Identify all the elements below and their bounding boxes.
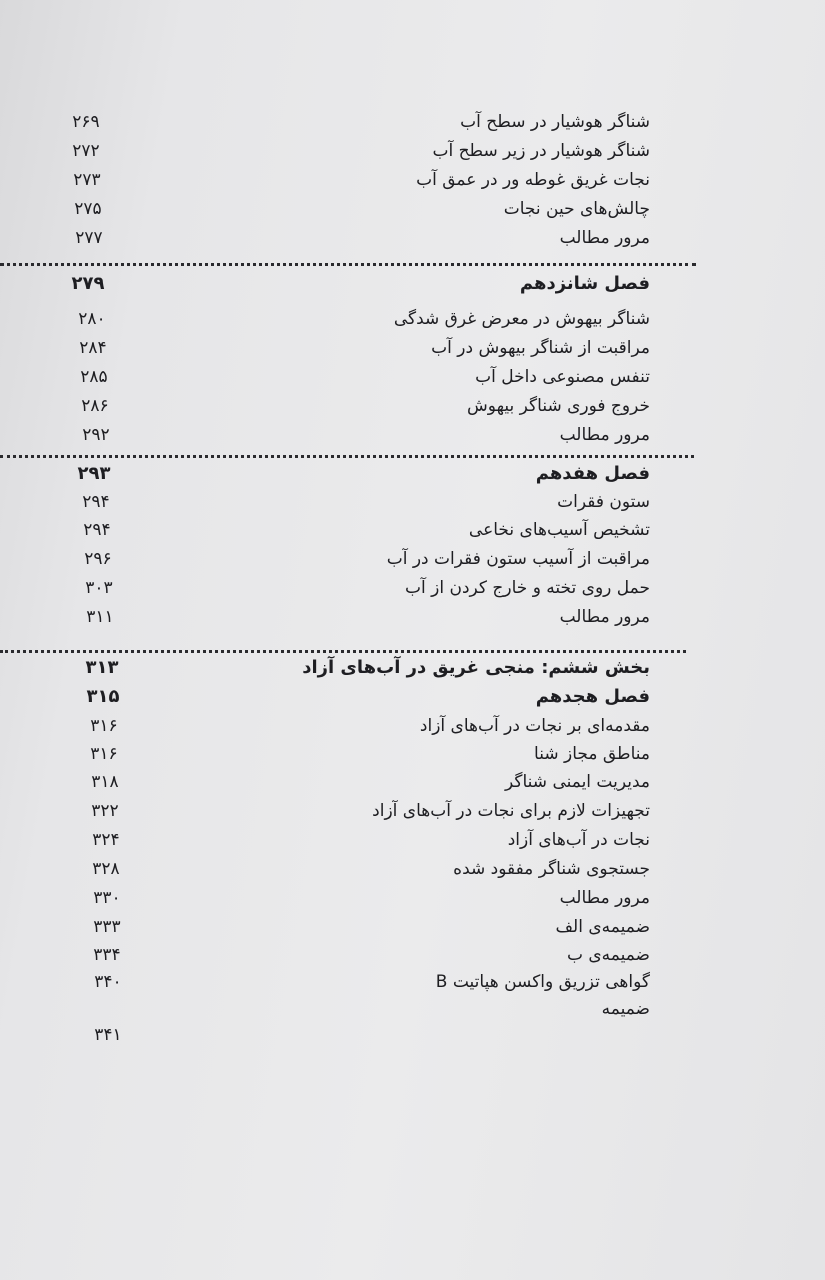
toc-entry <box>0 574 825 602</box>
toc-entry-title: مناطق مجاز شنا <box>534 744 650 764</box>
toc-entry <box>0 768 825 796</box>
toc-entry-page: ۳۴۰ <box>94 972 122 992</box>
toc-entry <box>0 968 825 996</box>
toc-entry <box>0 884 825 912</box>
part-title: بخش ششم: منجی غریق در آب‌های آزاد <box>302 657 650 678</box>
toc-entry-page: ۳۲۲ <box>91 801 119 821</box>
toc-entry-title: ستون فقرات <box>557 492 650 512</box>
chapter-title: فصل هفدهم <box>535 463 650 484</box>
toc-entry-title: شناگر هوشیار در زیر سطح آب <box>432 141 650 161</box>
toc-entry-title: شناگر هوشیار در سطح آب <box>460 112 650 132</box>
toc-entry-title: مرور مطالب <box>559 228 650 248</box>
toc-entry <box>0 913 825 941</box>
toc-entry <box>0 516 825 544</box>
toc-entry-title: چالش‌های حین نجات <box>503 199 650 219</box>
toc-entry <box>0 941 825 969</box>
chapter-page: ۲۷۹ <box>71 273 105 294</box>
toc-entry <box>0 334 825 362</box>
toc-entry-page: ۳۲۸ <box>92 859 120 879</box>
toc-entry-page: ۲۶۹ <box>72 112 100 132</box>
chapter-page: ۲۹۳ <box>77 463 111 484</box>
toc-entry-page: ۳۱۱ <box>86 607 114 627</box>
toc-entry <box>0 603 825 631</box>
part-heading <box>0 654 825 682</box>
toc-entry-title: تجهیزات لازم برای نجات در آب‌های آزاد <box>372 801 650 821</box>
toc-entry <box>0 392 825 420</box>
toc-entry-page: ۳۴۱ <box>94 1025 122 1045</box>
chapter-title: فصل هجدهم <box>535 686 650 707</box>
section-divider <box>0 455 694 458</box>
toc-entry-page: ۳۲۴ <box>92 830 120 850</box>
toc-entry-title: مرور مطالب <box>559 888 650 908</box>
toc-entry-title: جستجوی شناگر مفقود شده <box>453 859 650 879</box>
toc-entry-title: مرور مطالب <box>559 607 650 627</box>
toc-entry <box>0 224 825 252</box>
toc-entry-page: ۲۸۴ <box>79 338 107 358</box>
toc-entry-page: ۳۳۰ <box>93 888 121 908</box>
chapter-heading <box>0 683 825 711</box>
toc-entry-title: ضمیمه <box>601 999 650 1019</box>
toc-entry-page: ۲۷۳ <box>73 170 101 190</box>
part-page: ۳۱۳ <box>85 657 119 678</box>
toc-entry-title: تشخیص آسیب‌های نخاعی <box>468 520 650 540</box>
toc-entry <box>0 797 825 825</box>
toc-entry-page: ۳۱۶ <box>90 716 118 736</box>
toc-entry <box>0 305 825 333</box>
section-divider <box>0 650 686 653</box>
toc-entry-title: نجات غریق غوطه ور در عمق آب <box>416 170 650 190</box>
toc-entry-title: مقدمه‌ای بر نجات در آب‌های آزاد <box>419 716 650 736</box>
toc-entry-title: مرور مطالب <box>559 425 650 445</box>
toc-entry <box>0 855 825 883</box>
toc-entry-title: نجات در آب‌های آزاد <box>507 830 650 850</box>
chapter-page: ۳۱۵ <box>86 686 120 707</box>
toc-entry-page: ۲۹۴ <box>82 492 110 512</box>
chapter-title: فصل شانزدهم <box>519 273 650 294</box>
toc-entry-title: گواهی تزریق واکسن هپاتیت B <box>435 972 650 992</box>
section-divider <box>0 263 696 266</box>
toc-entry <box>0 995 825 1045</box>
toc-entry-title: مراقبت از آسیب ستون فقرات در آب <box>386 549 650 569</box>
toc-entry-title: ضمیمه‌ی الف <box>555 917 650 937</box>
toc-entry-title: شناگر بیهوش در معرض غرق شدگی <box>393 309 650 329</box>
toc-entry <box>0 108 825 136</box>
toc-entry-title: مراقبت از شناگر بیهوش در آب <box>431 338 650 358</box>
toc-entry-page: ۳۰۳ <box>85 578 113 598</box>
toc-entry-page: ۲۷۷ <box>75 228 103 248</box>
toc-entry <box>0 195 825 223</box>
toc-entry <box>0 826 825 854</box>
toc-entry-page: ۳۱۸ <box>91 772 119 792</box>
toc-entry <box>0 712 825 740</box>
toc-entry <box>0 740 825 768</box>
toc-entry-page: ۲۹۲ <box>82 425 110 445</box>
toc-entry-page: ۲۸۰ <box>78 309 106 329</box>
toc-entry-page: ۳۳۳ <box>93 917 121 937</box>
chapter-heading <box>0 270 825 298</box>
toc-entry-page: ۳۱۶ <box>90 744 118 764</box>
toc-entry <box>0 488 825 516</box>
toc-entry-title: تنفس مصنوعی داخل آب <box>475 367 650 387</box>
toc-entry-page: ۲۸۶ <box>81 396 109 416</box>
toc-entry-title: ضمیمه‌ی ب <box>566 945 650 965</box>
toc-entry <box>0 166 825 194</box>
toc-entry-title: خروج فوری شناگر بیهوش <box>467 396 650 416</box>
toc-entry <box>0 421 825 449</box>
chapter-heading <box>0 460 825 488</box>
toc-entry-page: ۲۸۵ <box>80 367 108 387</box>
toc-entry <box>0 137 825 165</box>
toc-entry-page: ۲۷۵ <box>74 199 102 219</box>
toc-entry-page: ۲۷۲ <box>72 141 100 161</box>
toc-entry-title: حمل روی تخته و خارج کردن از آب <box>405 578 650 598</box>
toc-entry-page: ۳۳۴ <box>93 945 121 965</box>
toc-entry <box>0 545 825 573</box>
toc-entry-page: ۲۹۴ <box>83 520 111 540</box>
toc-entry-page: ۲۹۶ <box>84 549 112 569</box>
toc-entry-title: مدیریت ایمنی شناگر <box>505 772 650 792</box>
toc-entry <box>0 363 825 391</box>
